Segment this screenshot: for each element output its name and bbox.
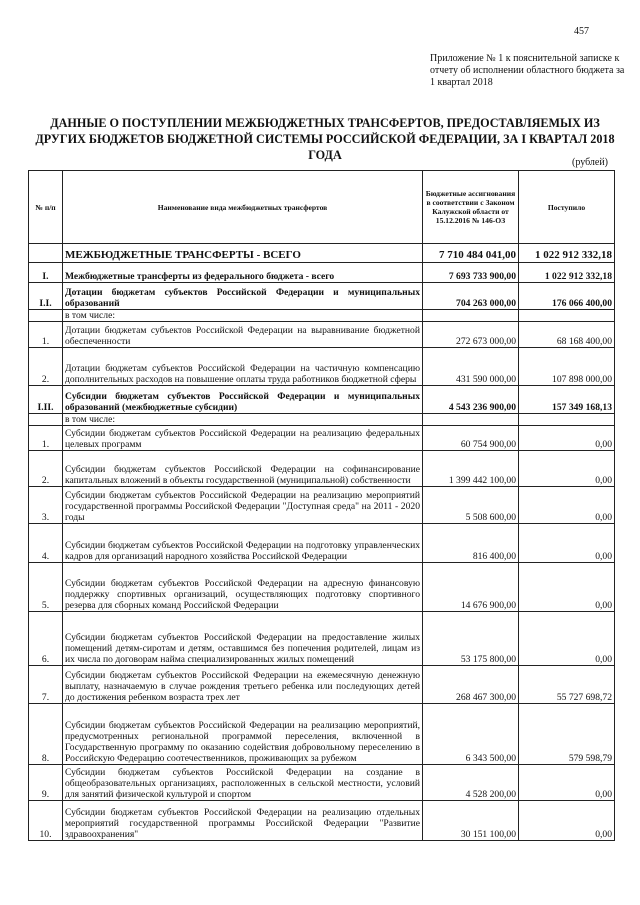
table-row: 2. Дотации бюджетам субъектов Российской Федерации на частичную компенсацию дополнительных расходов на повышение оплаты труда работников бюджетной сферы 431 590 000,00 107 898 000,00 [29,348,615,386]
table-row: в том числе: [29,310,615,322]
table-row: 9. Субсидии бюджетам субъектов Российской Федерации на создание в общеобразовательных организациях, расположенных в сельской местности, условий для занятий физической культурой и спортом 4 528 200,00 0,00 [29,765,615,801]
header-received: Поступило [519,171,615,244]
table-row: 1. Дотации бюджетам субъектов Российской Федерации на выравнивание бюджетной обеспеченности 272 673 000,00 68 168 400,00 [29,322,615,348]
table-row: МЕЖБЮДЖЕТНЫЕ ТРАНСФЕРТЫ - ВСЕГО 7 710 484 041,00 1 022 912 332,18 [29,244,615,263]
transfers-table [28,170,615,841]
table-row: 2. Субсидии бюджетам субъектов Российской Федерации на софинансирование капитальных вложений в объекты государственной (муниципальной) собственности 1 399 442 100,00 0,00 [29,451,615,487]
table-row: I. Межбюджетные трансферты из федерального бюджета - всего 7 693 733 900,00 1 022 912 332,18 [29,263,615,283]
header-row [29,171,615,244]
table-row: в том числе: [29,414,615,426]
table-row: 4. Субсидии бюджетам субъектов Российской Федерации на подготовку управленческих кадров для организаций народного хозяйства Российской Федерации 816 400,00 0,00 [29,524,615,563]
table-row: 3. Субсидии бюджетам субъектов Российской Федерации на реализацию мероприятий государственной программы Российской Федерации "Доступная среда" на 2011 - 2020 годы 5 508 600,00 0,00 [29,487,615,524]
document-title: ДАННЫЕ О ПОСТУПЛЕНИИ МЕЖБЮДЖЕТНЫХ ТРАНСФЕРТОВ, ПРЕДОСТАВЛЯЕМЫХ ИЗ ДРУГИХ БЮДЖЕТОВ БЮДЖЕТНОЙ СИСТЕМЫ РОССИЙСКОЙ ФЕДЕРАЦИИ, ЗА I КВАРТАЛ 2018 ГОДА [35,116,615,162]
page-number: 457 [574,26,589,37]
header-assigned: Бюджетные ассигнования в соответствии с Законом Калужской области от 15.12.2016 № 146-ОЗ [423,171,519,244]
header-num: № п/п [29,171,63,244]
units-label: (рублей) [572,157,609,168]
appendix-note: Приложение № 1 к пояснительной записке к отчету об исполнении областного бюджета за 1 квартал 2018 [430,53,625,88]
table-row: 8. Субсидии бюджетам субъектов Российской Федерации на реализацию мероприятий, предусмотренных региональной программой переселения, включенной в Государственную программу по оказанию содействия добровольному переселению в Российскую Федерацию соотечественников, проживающих за рубежом 6 343 500,00 579 598,79 [29,704,615,765]
table-row: 10. Субсидии бюджетам субъектов Российской Федерации на реализацию отдельных мероприятий государственной программы Российской Федерации "Развитие здравоохранения" 30 151 100,00 0,00 [29,801,615,841]
table-row: 5. Субсидии бюджетам субъектов Российской Федерации на адресную финансовую поддержку спортивных организаций, осуществляющих подготовку спортивного резерва для сборных команд Российской Федерации 14 676 900,00 0,00 [29,563,615,612]
table-row: 7. Субсидии бюджетам субъектов Российской Федерации на ежемесячную денежную выплату, назначаемую в случае рождения третьего ребенка или последующих детей до достижения ребенком возраста трех лет 268 467 300,00 55 727 698,72 [29,666,615,704]
header-name: Наименование вида межбюджетных трансфертов [63,171,423,244]
table-row: 1. Субсидии бюджетам субъектов Российской Федерации на реализацию федеральных целевых программ 60 754 900,00 0,00 [29,426,615,451]
table-row: I.I. Дотации бюджетам субъектов Российской Федерации и муниципальных образований 704 263 000,00 176 066 400,00 [29,283,615,310]
table-row: I.II. Субсидии бюджетам субъектов Российской Федерации и муниципальных образований (межбюджетные субсидии) 4 543 236 900,00 157 349 168,13 [29,386,615,414]
table-row: 6. Субсидии бюджетам субъектов Российской Федерации на предоставление жилых помещений детям-сиротам и детям, оставшимся без попечения родителей, лицам из их числа по договорам найма специализированных жилых помещений 53 175 800,00 0,00 [29,612,615,666]
